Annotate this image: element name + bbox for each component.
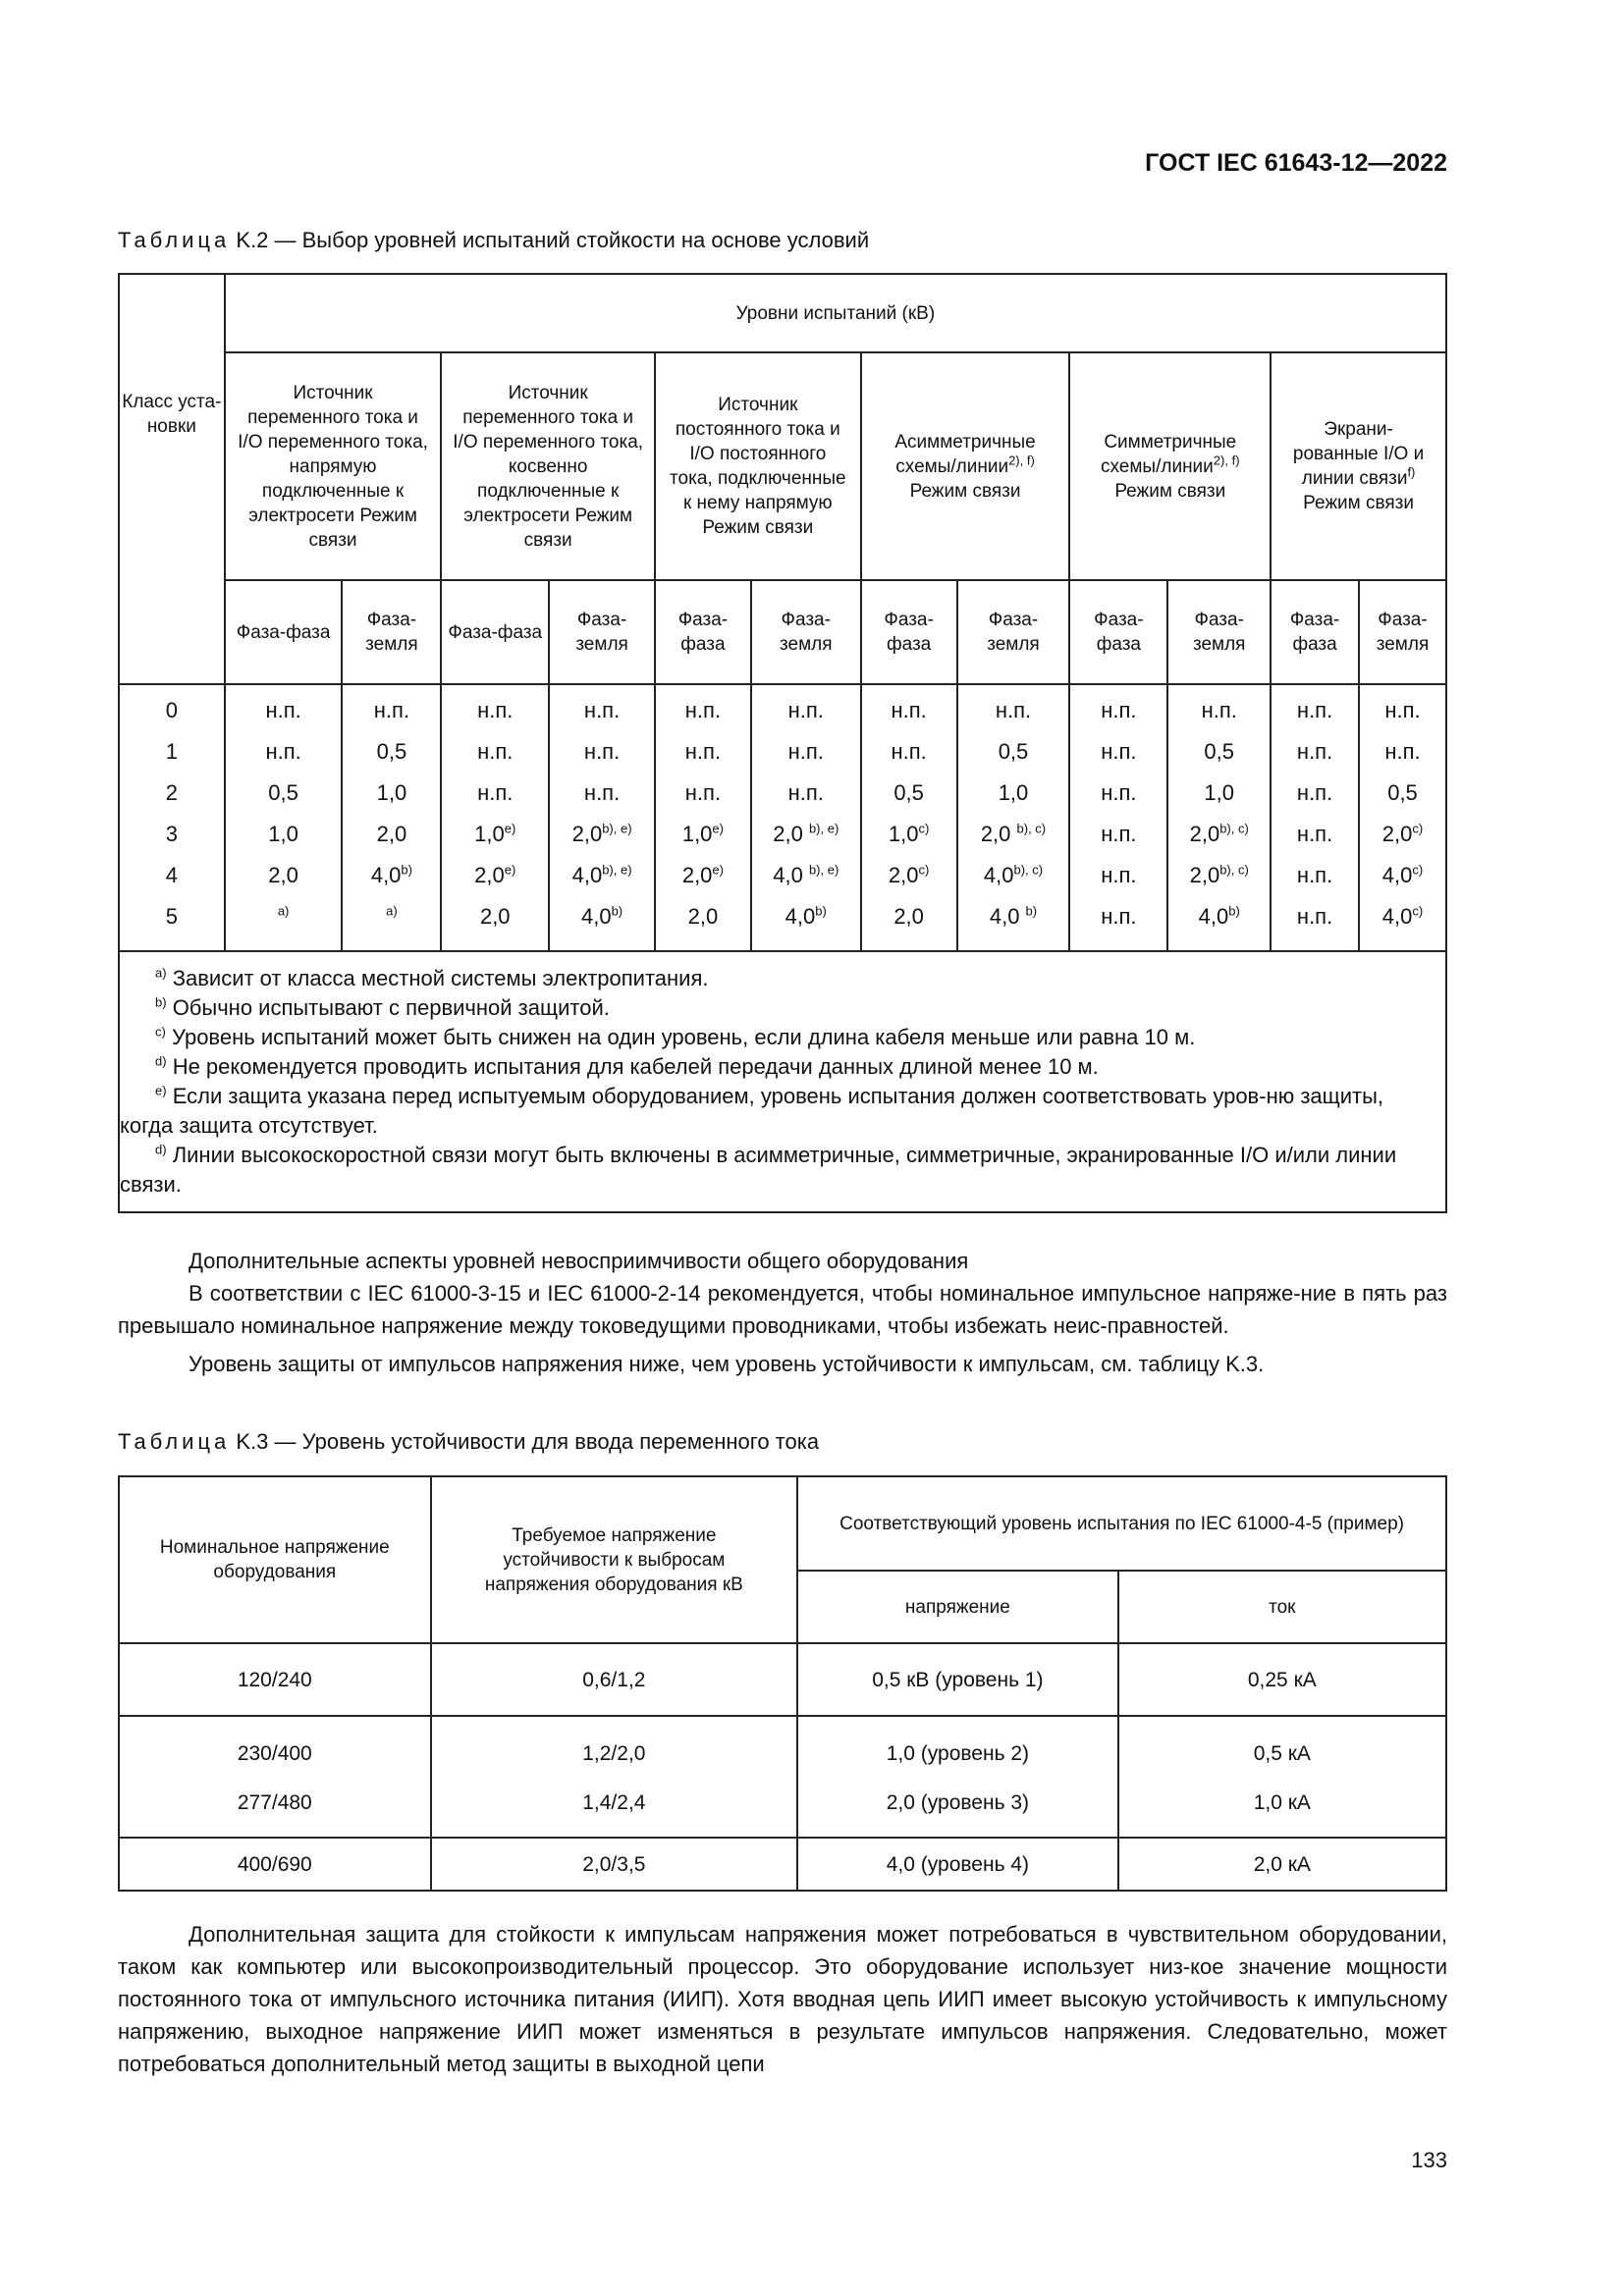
value-cell: н.п. [1271, 684, 1359, 730]
value-cell: 1,0 [957, 772, 1070, 813]
cell: 1,4/2,4 [431, 1779, 798, 1838]
subheader-phase-earth: Фаза-земля [342, 580, 441, 684]
footnote: $^{e)}$ Если защита указана перед испытуемым оборудованием, уровень испытания должен соответствовать уров-ню защиты, когда защита отсутствует. [120, 1083, 1384, 1138]
cell: 400/690 [119, 1838, 431, 1891]
table-notes [119, 951, 1446, 1212]
table-row [119, 854, 1446, 895]
footnote: $^{a)}$ Зависит от класса местной системы электропитания. [155, 965, 709, 990]
value-cell: н.п. [549, 684, 655, 730]
value-cell: 2,0 [861, 895, 957, 951]
body-text-bottom [118, 1918, 1447, 2080]
value-cell: н.п. [225, 730, 343, 772]
value-cell: н.п. [957, 684, 1070, 730]
value-cell: н.п. [1271, 854, 1359, 895]
caption-text: K.3 — Уровень устойчивости для ввода переменного тока [236, 1429, 820, 1454]
footnote: $^{b)}$ Обычно испытывают с первичной защитой. [155, 994, 610, 1020]
column-header-current: ток [1118, 1571, 1446, 1643]
value-cell: $4,0^{b), e)}$ [549, 854, 655, 895]
column-header-test-level: Соответствующий уровень испытания по IEC 61000-4-5 (пример) [797, 1476, 1446, 1571]
paragraph: Уровень защиты от импульсов напряжения ниже, чем уровень устойчивости к импульсам, см. таблицу K.3. [189, 1352, 1265, 1376]
table-k3 [118, 1475, 1447, 1892]
paragraph: Дополнительная защита для стойкости к импульсам напряжения может потребоваться в чувствительном оборудовании, таком как компьютер или высокопроизводительный процессор. Это оборудование использует низ-кое значение мощности постоянного тока от импульсного источника питания (ИИП). Хотя вводная цепь ИИП имеет высокую устойчивость к импульсному напряжению, выходное напряжение ИИП может изменяться в результате импульсов напряжения. Следовательно, может потребоваться дополнительный метод защиты в выходной цепи [118, 1922, 1447, 2076]
caption-prefix: Таблица [118, 228, 231, 252]
table-row [119, 1779, 1446, 1838]
levels-header: Уровни испытаний (кВ) [225, 274, 1446, 352]
class-cell: 0 [119, 684, 225, 730]
value-cell: 1,0$^{e)}$ [441, 813, 549, 854]
table-row [119, 730, 1446, 772]
group-header: Источник переменного тока и I/O переменного тока, косвенно подключенные к электросети Режим связи [441, 352, 655, 580]
column-header-nominal: Номинальное напряжение оборудования [119, 1476, 431, 1643]
cell: 2,0/3,5 [431, 1838, 798, 1891]
column-header-class: Класс уста-новки [119, 274, 225, 580]
value-cell: н.п. [751, 684, 861, 730]
value-cell: н.п. [1271, 730, 1359, 772]
subheader-phase-earth: Фаза-земля [1359, 580, 1446, 684]
column-header-required: Требуемое напряжение устойчивости к выбросам напряжения оборудования кВ [431, 1476, 798, 1643]
cell: 0,5 кВ (уровень 1) [797, 1643, 1118, 1716]
value-cell: 2,0$^{e)}$ [655, 854, 751, 895]
value-cell: 2,0 [342, 813, 441, 854]
value-cell: н.п. [441, 772, 549, 813]
table-row [119, 1643, 1446, 1716]
column-header-voltage: напряжение [797, 1571, 1118, 1643]
subheader-phase-phase: Фаза-фаза [861, 580, 957, 684]
value-cell: н.п. [1359, 684, 1446, 730]
cell: 230/400 [119, 1716, 431, 1779]
value-cell: н.п. [549, 730, 655, 772]
table-row [119, 772, 1446, 813]
footnote: $^{d)}$ Линии высокоскоростной связи могут быть включены в асимметричные, симметричные, экранированные I/O и/или линии связи. [120, 1142, 1397, 1197]
footnote: $^{c)}$ Уровень испытаний может быть снижен на один уровень, если длина кабеля меньше или равна 10 м. [155, 1024, 1196, 1049]
value-cell: 4,0$^{b)}$ [342, 854, 441, 895]
cell: 0,5 кА [1118, 1716, 1446, 1779]
cell: 2,0 кА [1118, 1838, 1446, 1891]
value-cell: н.п. [1359, 730, 1446, 772]
table-k2-caption [118, 228, 869, 253]
value-cell: н.п. [751, 772, 861, 813]
class-cell: 1 [119, 730, 225, 772]
empty-cell [119, 580, 225, 684]
value-cell: н.п. [441, 730, 549, 772]
table-row [119, 684, 1446, 730]
subheader-phase-phase: Фаза-фаза [1069, 580, 1167, 684]
value-cell: 0,5 [957, 730, 1070, 772]
class-cell: 2 [119, 772, 225, 813]
value-cell: 4,0$^{b)}$ [1167, 895, 1271, 951]
cell: 120/240 [119, 1643, 431, 1716]
caption-prefix: Таблица [118, 1429, 231, 1454]
value-cell: 0,5 [861, 772, 957, 813]
subheader-phase-phase: Фаза-фаза [655, 580, 751, 684]
value-cell: н.п. [1271, 772, 1359, 813]
value-cell: 4,0$^{b)}$ [751, 895, 861, 951]
value-cell: н.п. [1271, 895, 1359, 951]
value-cell: $2,0^{b), c)}$ [1167, 854, 1271, 895]
subheader-phase-phase: Фаза-фаза [441, 580, 549, 684]
value-cell: 2,0$^{e)}$ [441, 854, 549, 895]
value-cell: 0,5 [1167, 730, 1271, 772]
value-cell: 4,0$^{c)}$ [1359, 895, 1446, 951]
value-cell: 2,0$^{c)}$ [861, 854, 957, 895]
class-cell: 3 [119, 813, 225, 854]
group-header: Источник постоянного тока и I/O постоянного тока, подключенные к нему напрямую Режим связи [655, 352, 861, 580]
value-cell: н.п. [751, 730, 861, 772]
value-cell: н.п. [1271, 813, 1359, 854]
value-cell: 1,0 [225, 813, 343, 854]
value-cell: н.п. [1069, 813, 1167, 854]
value-cell: 0,5 [342, 730, 441, 772]
table-row [119, 1716, 1446, 1779]
value-cell: н.п. [1069, 772, 1167, 813]
subheader-phase-earth: Фаза-земля [751, 580, 861, 684]
caption-text: K.2 — Выбор уровней испытаний стойкости на основе условий [236, 228, 870, 252]
cell: 277/480 [119, 1779, 431, 1838]
value-cell: 2,0 $^{b), e)}$ [751, 813, 861, 854]
page-number: 133 [1411, 2148, 1447, 2172]
value-cell: 1,0$^{c)}$ [861, 813, 957, 854]
subheader-phase-phase: Фаза-фаза [1271, 580, 1359, 684]
value-cell: н.п. [342, 684, 441, 730]
value-cell: н.п. [655, 730, 751, 772]
table-k3-caption [118, 1429, 819, 1455]
value-cell: 4,0$^{b)}$ [549, 895, 655, 951]
group-header: Источник переменного тока и I/O переменного тока, напрямую подключенные к электросети Режим связи [225, 352, 442, 580]
value-cell: н.п. [1069, 895, 1167, 951]
cell: 1,0 кА [1118, 1779, 1446, 1838]
value-cell: $2,0^{b), c)}$ [1167, 813, 1271, 854]
subheader-phase-earth: Фаза-земля [957, 580, 1070, 684]
value-cell: н.п. [1069, 684, 1167, 730]
value-cell: н.п. [861, 684, 957, 730]
value-cell: 1,0$^{e)}$ [655, 813, 751, 854]
table-row [119, 895, 1446, 951]
subheader-phase-earth: Фаза-земля [1167, 580, 1271, 684]
paragraph: В соответствии с IEC 61000-3-15 и IEC 61000-2-14 рекомендуется, чтобы номинальное импульсное напряже-ние в пять раз превышало номинальное напряжение между токоведущими проводниками, чтобы избежать неис-правностей. [118, 1281, 1447, 1338]
value-cell: 1,0 [1167, 772, 1271, 813]
cell: 0,6/1,2 [431, 1643, 798, 1716]
paragraph: Дополнительные аспекты уровней невосприимчивости общего оборудования [189, 1249, 969, 1273]
value-cell: н.п. [655, 772, 751, 813]
value-cell: $2,0^{b), e)}$ [549, 813, 655, 854]
class-cell: 4 [119, 854, 225, 895]
document-id: ГОСТ IEC 61643-12—2022 [1145, 149, 1447, 177]
value-cell: 2,0 [441, 895, 549, 951]
body-text-middle [118, 1245, 1447, 1380]
value-cell: $4,0^{b), c)}$ [957, 854, 1070, 895]
value-cell: н.п. [1069, 854, 1167, 895]
value-cell: a) [225, 895, 343, 951]
table-row [119, 813, 1446, 854]
subheader-phase-phase: Фаза-фаза [225, 580, 343, 684]
value-cell: 4,0 $^{b)}$ [957, 895, 1070, 951]
group-header: Асимметричные схемы/линии$^{2), f)}$ Режим связи [861, 352, 1070, 580]
value-cell: н.п. [549, 772, 655, 813]
value-cell: 0,5 [1359, 772, 1446, 813]
value-cell: 2,0$^{c)}$ [1359, 813, 1446, 854]
table-row [119, 1838, 1446, 1891]
value-cell: 2,0 [655, 895, 751, 951]
value-cell: н.п. [1069, 730, 1167, 772]
table-k2 [118, 273, 1447, 1213]
value-cell: н.п. [225, 684, 343, 730]
cell: 4,0 (уровень 4) [797, 1838, 1118, 1891]
value-cell: 2,0 $^{b), c)}$ [957, 813, 1070, 854]
value-cell: 2,0 [225, 854, 343, 895]
value-cell: н.п. [441, 684, 549, 730]
cell: 2,0 (уровень 3) [797, 1779, 1118, 1838]
footnote: $^{d)}$ Не рекомендуется проводить испытания для кабелей передачи данных длиной менее 10 м. [155, 1053, 1099, 1079]
value-cell: н.п. [1167, 684, 1271, 730]
value-cell: н.п. [861, 730, 957, 772]
cell: 1,0 (уровень 2) [797, 1716, 1118, 1779]
value-cell: 4,0 $^{b), e)}$ [751, 854, 861, 895]
group-header: Экрани-рованные I/O и линии связи$^{f)}$ Режим связи [1271, 352, 1446, 580]
value-cell: н.п. [655, 684, 751, 730]
value-cell: 1,0 [342, 772, 441, 813]
subheader-phase-earth: Фаза-земля [549, 580, 655, 684]
value-cell: 4,0$^{c)}$ [1359, 854, 1446, 895]
value-cell: a) [342, 895, 441, 951]
group-header: Симметричные схемы/линии$^{2), f)}$ Режим связи [1069, 352, 1271, 580]
value-cell: 0,5 [225, 772, 343, 813]
class-cell: 5 [119, 895, 225, 951]
cell: 1,2/2,0 [431, 1716, 798, 1779]
cell: 0,25 кА [1118, 1643, 1446, 1716]
